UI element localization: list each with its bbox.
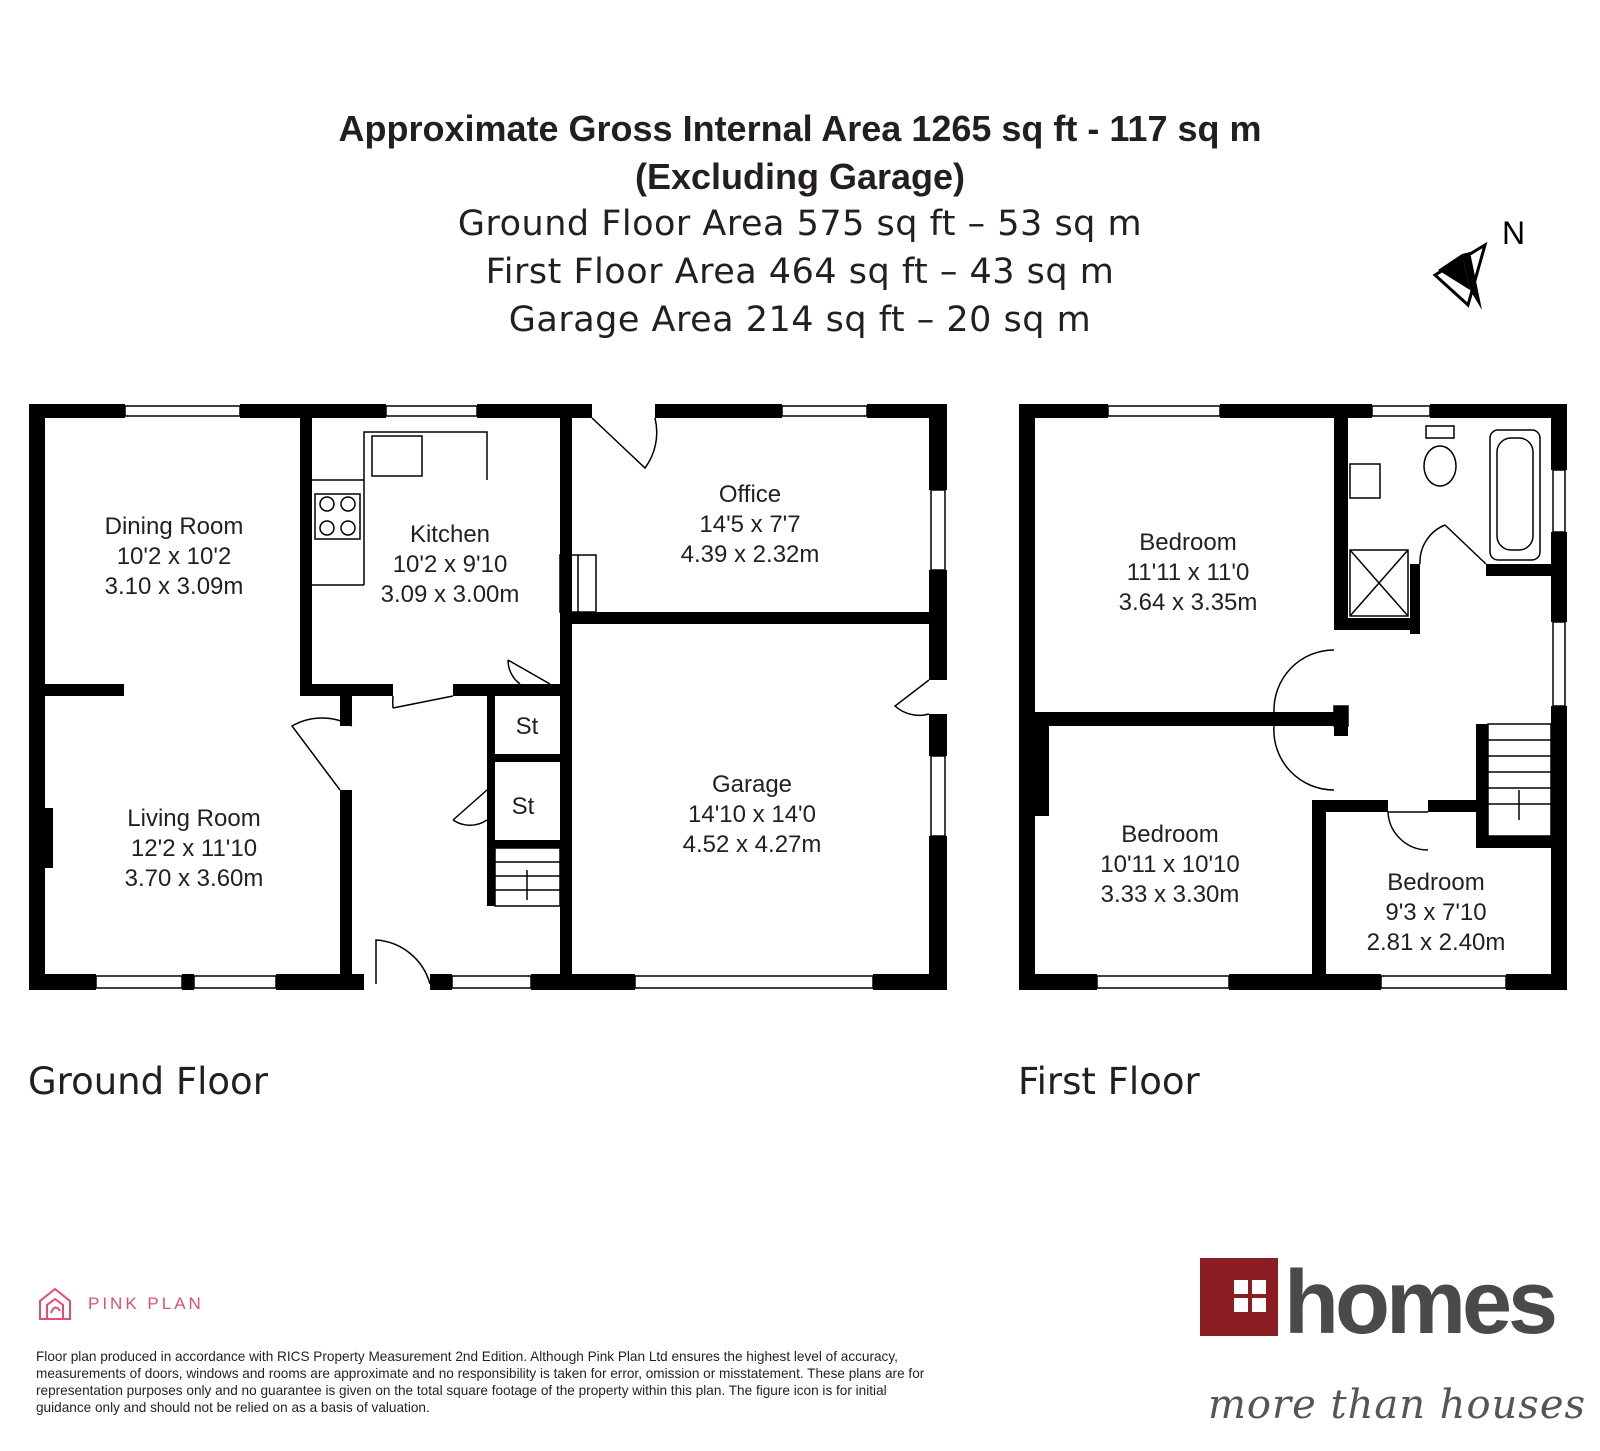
office-name: Office [718,481,782,508]
garage-imperial: 14'10 x 14'0 [688,801,816,828]
homes-window-icon [1200,1258,1278,1336]
bedroom-3-imperial: 9'3 x 7'10 [1385,899,1487,926]
kitchen-name: Kitchen [409,521,491,548]
ground-floor-label: Ground Floor [28,1060,268,1103]
area-title: Approximate Gross Internal Area 1265 sq ft - 117 sq m [338,108,1262,149]
dining-room-imperial: 10'2 x 10'2 [116,543,232,570]
office-imperial: 14'5 x 7'7 [699,511,801,538]
pink-plan-logo [36,1285,204,1323]
bedroom-3-metric: 2.81 x 2.40m [1366,929,1506,956]
pink-plan-text: PINK PLAN [88,1294,204,1313]
bedroom-1-name: Bedroom [1139,529,1237,556]
bedroom-1-imperial: 11'11 x 11'0 [1126,559,1250,586]
bedroom-3-name: Bedroom [1387,869,1485,896]
homes-logo [1200,1253,1555,1353]
store-label: St [511,793,535,820]
dining-room-metric: 3.10 x 3.09m [104,573,244,600]
area-subtitle: (Excluding Garage) [634,156,966,197]
kitchen-metric: 3.09 x 3.00m [380,581,520,608]
ground-floor-plan [29,404,947,990]
bedroom-2-name: Bedroom [1121,821,1219,848]
living-room-imperial: 12'2 x 11'10 [130,835,258,862]
garage-name: Garage [711,771,793,798]
garage-area: Garage Area 214 sq ft – 20 sq m [508,300,1092,340]
living-room-name: Living Room [127,805,261,832]
bedroom-2-metric: 3.33 x 3.30m [1100,881,1240,908]
bedroom-2-imperial: 10'11 x 10'10 [1100,851,1240,878]
house-logo-icon [36,1285,74,1323]
living-room-metric: 3.70 x 3.60m [124,865,264,892]
office-metric: 4.39 x 2.32m [680,541,820,568]
brand-tagline: more than houses [1208,1382,1587,1428]
north-arrow-icon [1435,215,1525,310]
homes-wordmark: homes [1284,1253,1555,1353]
first-floor-area: First Floor Area 464 sq ft – 43 sq m [485,252,1115,292]
kitchen-imperial: 10'2 x 9'10 [392,551,508,578]
garage-metric: 4.52 x 4.27m [682,831,822,858]
north-label: N [1502,215,1526,251]
store-label: St [515,713,539,740]
first-floor-label: First Floor [1018,1060,1200,1103]
ground-floor-area: Ground Floor Area 575 sq ft – 53 sq m [457,204,1143,244]
disclaimer-text: Floor plan produced in accordance with RICS Property Measurement 2nd Edition. Although Pink Plan Ltd ensures the highest level of accuracy, measurements of doors, windows and rooms are approximate and no responsibility is taken for error, omission or misstatement. These plans are for representation purposes only and no guarantee is given on the total square footage of the property within this plan. The figure icon is for initial guidance only and should not be relied on as a basis of valuation. [36,1349,925,1415]
bedroom-1-metric: 3.64 x 3.35m [1118,589,1258,616]
dining-room-name: Dining Room [104,513,244,540]
